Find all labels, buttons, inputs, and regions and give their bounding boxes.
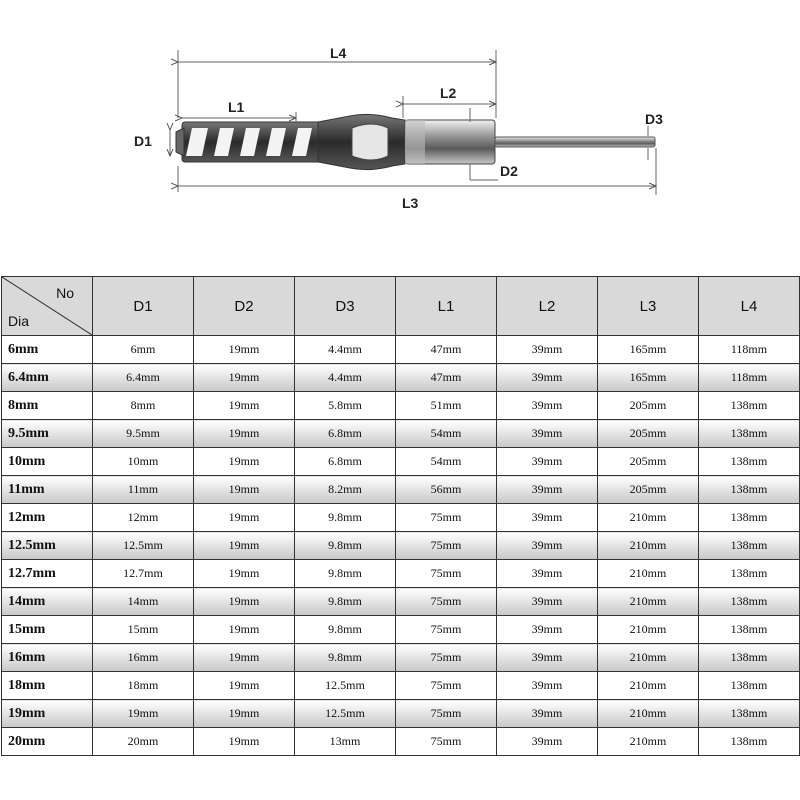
table-cell: 19mm — [194, 532, 295, 560]
table-cell: 205mm — [598, 448, 699, 476]
table-cell: 138mm — [699, 728, 800, 756]
table-cell: 138mm — [699, 616, 800, 644]
table-cell: 210mm — [598, 728, 699, 756]
table-cell: 39mm — [497, 616, 598, 644]
table-cell: 12mm — [93, 504, 194, 532]
table-row — [2, 588, 800, 616]
table-cell: 8.2mm — [295, 476, 396, 504]
table-cell: 118mm — [699, 364, 800, 392]
dia-cell: 12mm — [2, 504, 93, 532]
table-cell: 19mm — [194, 504, 295, 532]
dia-cell: 12.5mm — [2, 532, 93, 560]
table-cell: 210mm — [598, 644, 699, 672]
table-cell: 138mm — [699, 392, 800, 420]
table-cell: 210mm — [598, 504, 699, 532]
table-cell: 20mm — [93, 728, 194, 756]
table-cell: 12.5mm — [295, 672, 396, 700]
table-cell: 9.5mm — [93, 420, 194, 448]
dia-cell: 18mm — [2, 672, 93, 700]
table-cell: 54mm — [396, 448, 497, 476]
table-cell: 75mm — [396, 700, 497, 728]
table-row — [2, 336, 800, 364]
table-cell: 210mm — [598, 588, 699, 616]
table-cell: 6.8mm — [295, 420, 396, 448]
table-cell: 9.8mm — [295, 588, 396, 616]
table-cell: 51mm — [396, 392, 497, 420]
table-cell: 138mm — [699, 476, 800, 504]
table-cell: 39mm — [497, 672, 598, 700]
table-row — [2, 532, 800, 560]
table-row — [2, 560, 800, 588]
table-cell: 15mm — [93, 616, 194, 644]
table-cell: 210mm — [598, 532, 699, 560]
table-cell: 12.7mm — [93, 560, 194, 588]
table-cell: 75mm — [396, 532, 497, 560]
table-row — [2, 672, 800, 700]
table-row — [2, 448, 800, 476]
table-cell: 118mm — [699, 336, 800, 364]
dia-cell: 16mm — [2, 644, 93, 672]
table-cell: 75mm — [396, 672, 497, 700]
table-cell: 75mm — [396, 644, 497, 672]
header-cell: L2 — [497, 277, 598, 336]
table-cell: 47mm — [396, 364, 497, 392]
table-cell: 138mm — [699, 700, 800, 728]
table-cell: 18mm — [93, 672, 194, 700]
table-body — [2, 336, 800, 756]
table-row — [2, 420, 800, 448]
header-cell: L4 — [699, 277, 800, 336]
table-cell: 6.8mm — [295, 448, 396, 476]
table-cell: 12.5mm — [93, 532, 194, 560]
table-cell: 19mm — [194, 728, 295, 756]
table-cell: 39mm — [497, 364, 598, 392]
label-l3: L3 — [402, 195, 419, 211]
table-row — [2, 644, 800, 672]
label-l4: L4 — [330, 45, 347, 61]
table-cell: 210mm — [598, 616, 699, 644]
table-cell: 39mm — [497, 728, 598, 756]
table-cell: 19mm — [194, 336, 295, 364]
table-row — [2, 392, 800, 420]
table-cell: 75mm — [396, 616, 497, 644]
table-cell: 39mm — [497, 448, 598, 476]
table-cell: 47mm — [396, 336, 497, 364]
bit-drawing — [176, 114, 655, 169]
table-cell: 12.5mm — [295, 700, 396, 728]
dia-cell: 15mm — [2, 616, 93, 644]
table-cell: 138mm — [699, 644, 800, 672]
header-cell: D2 — [194, 277, 295, 336]
label-l2: L2 — [440, 85, 457, 101]
dia-cell: 6.4mm — [2, 364, 93, 392]
dia-cell: 14mm — [2, 588, 93, 616]
table-cell: 9.8mm — [295, 504, 396, 532]
table-cell: 5.8mm — [295, 392, 396, 420]
table-cell: 19mm — [194, 644, 295, 672]
table-cell: 39mm — [497, 700, 598, 728]
table-cell: 19mm — [194, 448, 295, 476]
dia-cell: 20mm — [2, 728, 93, 756]
dia-cell: 12.7mm — [2, 560, 93, 588]
table-cell: 75mm — [396, 728, 497, 756]
table-cell: 39mm — [497, 420, 598, 448]
header-cell: D3 — [295, 277, 396, 336]
table-cell: 39mm — [497, 392, 598, 420]
table-cell: 56mm — [396, 476, 497, 504]
dia-cell: 9.5mm — [2, 420, 93, 448]
corner-no-label: No — [56, 285, 74, 301]
table-row — [2, 364, 800, 392]
header-row — [2, 277, 800, 336]
table-cell: 19mm — [194, 476, 295, 504]
table-cell: 19mm — [194, 700, 295, 728]
chisel-bit-diagram — [0, 0, 800, 260]
table-row — [2, 504, 800, 532]
table-cell: 138mm — [699, 448, 800, 476]
dia-cell: 8mm — [2, 392, 93, 420]
dia-cell: 11mm — [2, 476, 93, 504]
corner-header — [2, 277, 93, 336]
table-row — [2, 476, 800, 504]
table-cell: 54mm — [396, 420, 497, 448]
table-cell: 19mm — [194, 672, 295, 700]
dia-cell: 6mm — [2, 336, 93, 364]
label-d1: D1 — [134, 133, 152, 149]
table-cell: 8mm — [93, 392, 194, 420]
table-cell: 19mm — [194, 420, 295, 448]
dia-cell: 10mm — [2, 448, 93, 476]
table-cell: 4.4mm — [295, 364, 396, 392]
table-cell: 10mm — [93, 448, 194, 476]
table-cell: 138mm — [699, 588, 800, 616]
table-cell: 6mm — [93, 336, 194, 364]
table-cell: 9.8mm — [295, 616, 396, 644]
table-cell: 138mm — [699, 420, 800, 448]
table-cell: 210mm — [598, 672, 699, 700]
table-cell: 39mm — [497, 532, 598, 560]
table-cell: 205mm — [598, 392, 699, 420]
spec-table — [1, 276, 800, 756]
table-cell: 9.8mm — [295, 644, 396, 672]
table-cell: 39mm — [497, 504, 598, 532]
table-cell: 6.4mm — [93, 364, 194, 392]
table-cell: 19mm — [194, 560, 295, 588]
table-cell: 39mm — [497, 560, 598, 588]
dia-cell: 19mm — [2, 700, 93, 728]
table-cell: 9.8mm — [295, 560, 396, 588]
table-cell: 19mm — [194, 588, 295, 616]
table-row — [2, 700, 800, 728]
table-cell: 165mm — [598, 364, 699, 392]
table-cell: 138mm — [699, 504, 800, 532]
header-cell: L3 — [598, 277, 699, 336]
table-cell: 165mm — [598, 336, 699, 364]
table-cell: 75mm — [396, 560, 497, 588]
corner-dia-label: Dia — [8, 313, 30, 329]
header-cell: D1 — [93, 277, 194, 336]
table-cell: 205mm — [598, 476, 699, 504]
table-cell: 39mm — [497, 644, 598, 672]
table-cell: 19mm — [93, 700, 194, 728]
table-cell: 39mm — [497, 476, 598, 504]
header-cell: L1 — [396, 277, 497, 336]
table-cell: 39mm — [497, 588, 598, 616]
table-cell: 138mm — [699, 532, 800, 560]
table-cell: 4.4mm — [295, 336, 396, 364]
table-cell: 13mm — [295, 728, 396, 756]
table-cell: 16mm — [93, 644, 194, 672]
table-cell: 138mm — [699, 560, 800, 588]
table-cell: 210mm — [598, 700, 699, 728]
table-cell: 210mm — [598, 560, 699, 588]
table-cell: 39mm — [497, 336, 598, 364]
table-row — [2, 616, 800, 644]
label-d2: D2 — [500, 163, 518, 179]
table-cell: 19mm — [194, 392, 295, 420]
table-row — [2, 728, 800, 756]
table-cell: 205mm — [598, 420, 699, 448]
table-cell: 9.8mm — [295, 532, 396, 560]
label-d3: D3 — [645, 111, 663, 127]
table-cell: 11mm — [93, 476, 194, 504]
table-cell: 75mm — [396, 588, 497, 616]
label-l1: L1 — [228, 99, 245, 115]
table-cell: 138mm — [699, 672, 800, 700]
table-cell: 75mm — [396, 504, 497, 532]
table-cell: 19mm — [194, 616, 295, 644]
table-cell: 14mm — [93, 588, 194, 616]
table-cell: 19mm — [194, 364, 295, 392]
